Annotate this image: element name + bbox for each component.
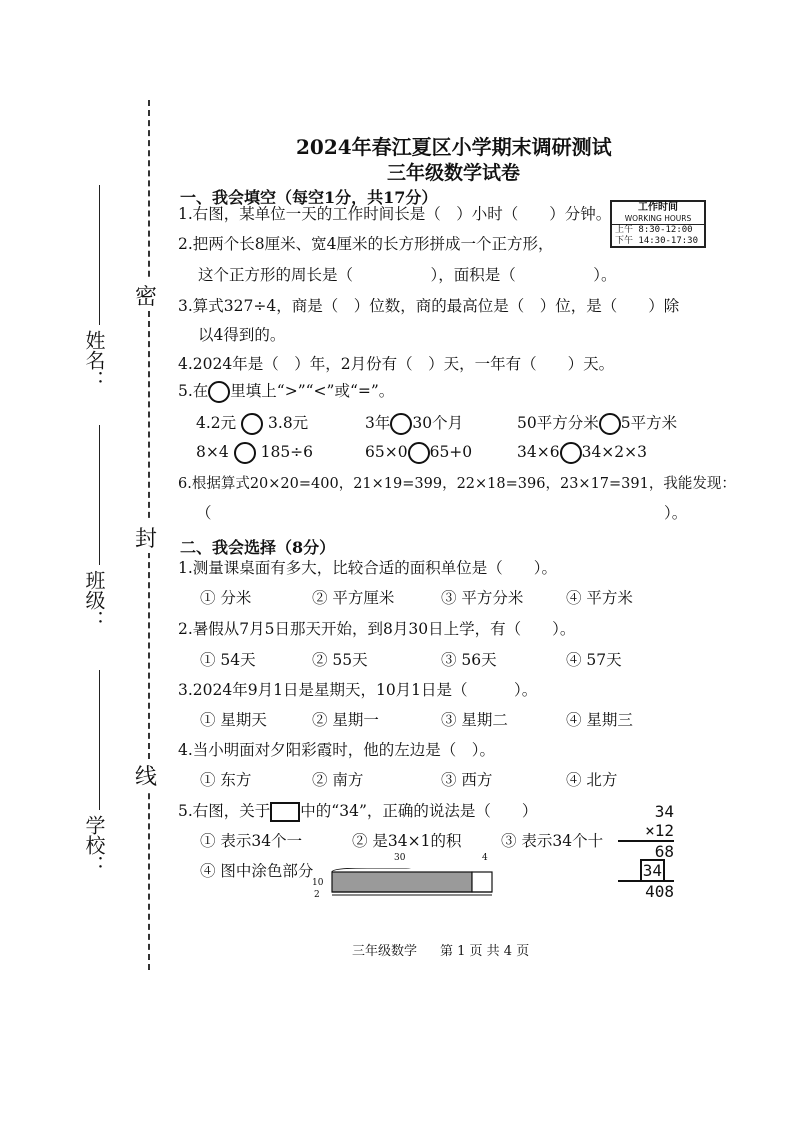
comp-left: 50平方分米 xyxy=(517,414,599,432)
s1-q2a: 2.把两个长8厘米、宽4厘米的长方形拼成一个正方形， xyxy=(178,235,554,253)
work-sign-title: 工作时间 xyxy=(638,202,678,213)
s1-q3a: 3.算式327÷4，商是（ ）位数，商的最高位是（ ）位，是（ ）除 xyxy=(178,297,680,315)
comp-4 xyxy=(196,442,313,464)
s2-q5-opt[interactable]: ① 表示34个一 xyxy=(200,832,303,850)
work-sign-am: 上午 8:30-12:00 xyxy=(615,225,693,235)
seal-xian: 线 xyxy=(135,760,157,791)
comp-right: 30个月 xyxy=(412,414,464,432)
comp-circle[interactable] xyxy=(390,413,412,435)
mult-b: ×12 xyxy=(618,821,674,842)
comp-right: 34×2×3 xyxy=(581,443,647,461)
s1-q5 xyxy=(178,381,394,403)
class-label: 班级： xyxy=(82,570,106,630)
school-label: 学校： xyxy=(82,815,106,875)
comp-circle[interactable] xyxy=(234,442,256,464)
comp-right: 3.8元 xyxy=(268,414,309,432)
s2-q5-opt[interactable]: ③ 表示34个十 xyxy=(501,832,604,850)
section1-heading: 一、我会填空（每空1分，共17分） xyxy=(180,188,438,207)
vertical-multiplication xyxy=(618,802,674,901)
s2-q4-opt[interactable]: ② 南方 xyxy=(312,771,364,789)
comp-circle[interactable] xyxy=(408,442,430,464)
page-subtitle: 三年级数学试卷 xyxy=(387,162,521,184)
s2-q3-opt[interactable]: ③ 星期二 xyxy=(441,711,508,729)
area-model-figure xyxy=(328,868,494,894)
name-label: 姓名： xyxy=(82,330,106,390)
answer-circle xyxy=(208,381,230,403)
work-sign-en: WORKING HOURS xyxy=(612,213,704,225)
comp-3 xyxy=(517,413,677,435)
s1-q5-pre: 5.在 xyxy=(178,382,209,400)
s2-q4: 4.当小明面对夕阳彩霞时，他的左边是（ ）。 xyxy=(178,741,496,759)
mult-p2-row xyxy=(618,861,674,882)
footer-subject: 三年级数学 xyxy=(352,944,418,959)
s2-q2: 2.暑假从7月5日那天开始，到8月30日上学，有（ ）。 xyxy=(178,620,576,638)
comp-left: 34×6 xyxy=(517,443,560,461)
comp-right: 65+0 xyxy=(429,443,473,461)
s2-q2-opt[interactable]: ② 55天 xyxy=(312,651,368,669)
fig-left2-label: 2 xyxy=(314,890,320,900)
seal-mi: 密 xyxy=(135,280,157,311)
s2-q1-opt[interactable]: ① 分米 xyxy=(200,589,252,607)
name-blank xyxy=(99,185,100,325)
s1-q1: 1.右图，某单位一天的工作时间长是（ ）小时（ ）分钟。 xyxy=(178,205,612,223)
s2-q1-opt[interactable]: ② 平方厘米 xyxy=(312,589,395,607)
school-blank xyxy=(99,670,100,810)
s2-q3-opt[interactable]: ④ 星期三 xyxy=(566,711,633,729)
s2-q1-opt[interactable]: ③ 平方分米 xyxy=(441,589,524,607)
comp-2 xyxy=(365,413,463,435)
s2-q5-post: 中的“34”，正确的说法是（ ） xyxy=(300,802,538,820)
s1-q6b-right: ）。 xyxy=(664,504,688,522)
s2-q3: 3.2024年9月1日是星期天，10月1日是（ ）。 xyxy=(178,681,538,699)
section2-heading: 二、我会选择（8分） xyxy=(180,538,336,557)
s1-q6b-left: （ xyxy=(196,504,212,522)
s2-q3-opt[interactable]: ② 星期一 xyxy=(312,711,379,729)
s2-q4-opt[interactable]: ④ 北方 xyxy=(566,771,618,789)
s2-q1-opt[interactable]: ④ 平方米 xyxy=(566,589,633,607)
footer-page: 第 1 页 共 4 页 xyxy=(440,944,530,959)
mult-p2: 34 xyxy=(640,859,665,882)
mult-p1: 68 xyxy=(654,842,674,861)
s1-q2b: 这个正方形的周长是（ ），面积是（ ）。 xyxy=(198,266,617,284)
s2-q3-opt[interactable]: ① 星期天 xyxy=(200,711,267,729)
fig-top-label: 30 xyxy=(394,853,406,863)
s1-q6a: 6.根据算式20×20=400，21×19=399，22×18=396，23×17=391，我能发现： xyxy=(178,476,736,492)
s2-q5 xyxy=(178,801,537,822)
class-blank xyxy=(99,425,100,565)
comp-circle[interactable] xyxy=(241,413,263,435)
working-hours-sign xyxy=(610,200,706,248)
fig-left1-label: 10 xyxy=(312,878,324,888)
s2-q1: 1.测量课桌面有多大，比较合适的面积单位是（ ）。 xyxy=(178,559,558,577)
comp-left: 3年 xyxy=(365,414,391,432)
comp-right: 185÷6 xyxy=(260,443,314,461)
mult-result: 408 xyxy=(645,882,674,901)
s1-q5-post: 里填上“>”“<”或“=”。 xyxy=(230,382,395,400)
comp-circle[interactable] xyxy=(560,442,582,464)
comp-left: 65×0 xyxy=(365,443,408,461)
page-title: 2024年春江夏区小学期末调研测试 xyxy=(296,135,612,159)
s2-q2-opt[interactable]: ④ 57天 xyxy=(566,651,622,669)
comp-right: 5平方米 xyxy=(620,414,678,432)
work-sign-pm: 下午 14:30-17:30 xyxy=(615,236,699,246)
s1-q3b: 以4得到的。 xyxy=(198,326,286,344)
comp-circle[interactable] xyxy=(599,413,621,435)
s1-q4: 4.2024年是（ ）年，2月份有（ ）天，一年有（ ）天。 xyxy=(178,355,615,373)
comp-left: 4.2元 xyxy=(196,414,237,432)
s2-q2-opt[interactable]: ① 54天 xyxy=(200,651,256,669)
comp-left: 8×4 xyxy=(196,443,229,461)
s2-q5-pre: 5.右图，关于 xyxy=(178,802,271,820)
s2-q4-opt[interactable]: ③ 西方 xyxy=(441,771,493,789)
fig-top2-label: 4 xyxy=(482,853,488,863)
comp-5 xyxy=(365,442,472,464)
s2-q4-opt[interactable]: ① 东方 xyxy=(200,771,252,789)
seal-feng: 封 xyxy=(135,522,157,553)
comp-1 xyxy=(196,413,308,435)
s2-q2-opt[interactable]: ③ 56天 xyxy=(441,651,497,669)
s2-q5-opt[interactable]: ② 是34×1的积 xyxy=(352,832,462,850)
highlight-box-icon xyxy=(270,802,300,822)
comp-6 xyxy=(517,442,647,464)
mult-a: 34 xyxy=(654,802,674,821)
s2-q5-opt[interactable]: ④ 图中涂色部分 xyxy=(200,862,314,880)
